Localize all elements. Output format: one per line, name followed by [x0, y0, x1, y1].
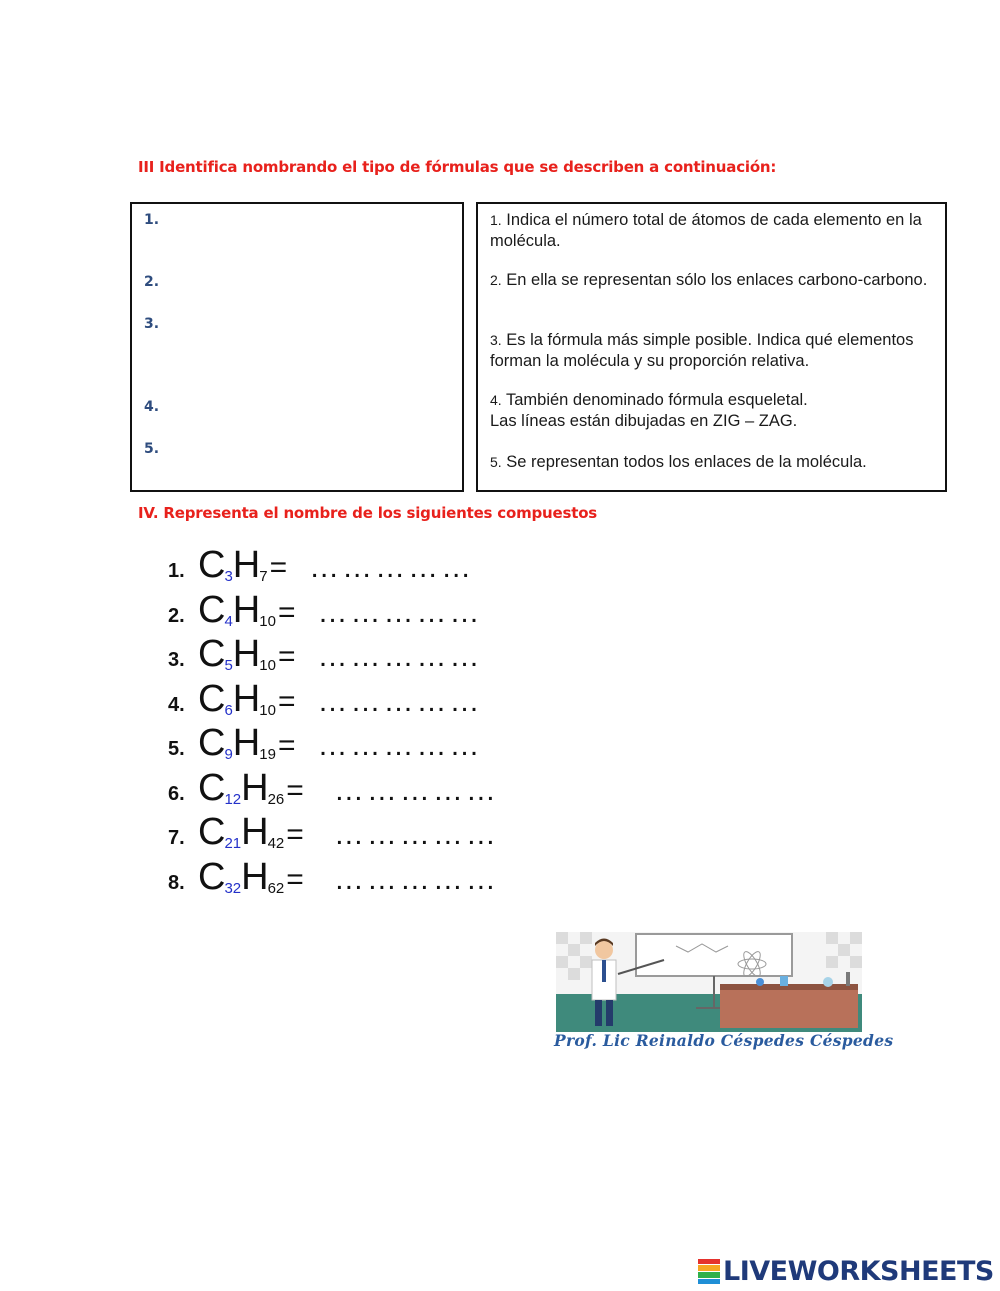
- description-3-text: Es la fórmula más simple posible. Indica qué elementos forman la molécula y su proporción relativa.: [490, 331, 914, 370]
- description-3-number: 3.: [490, 332, 502, 348]
- brand-text: LIVEWORKSHEETS: [723, 1256, 994, 1287]
- carbon-subscript: 5: [224, 657, 233, 674]
- formula-number: 8.: [168, 872, 185, 894]
- answer-label-2: 2.: [144, 274, 160, 290]
- answer-blank[interactable]: ……………: [333, 818, 499, 851]
- carbon-symbol: C: [198, 767, 225, 809]
- hydrogen-subscript: 10: [259, 613, 276, 630]
- formula-number: 7.: [168, 827, 185, 849]
- carbon-subscript: 32: [224, 880, 242, 897]
- formula-number: 6.: [168, 783, 185, 805]
- answer-box: [130, 202, 464, 492]
- description-4-text: También denominado fórmula esqueletal. Las líneas están dibujadas en ZIG – ZAG.: [490, 391, 808, 430]
- formula-number: 5.: [168, 738, 185, 760]
- hydrogen-subscript: 42: [267, 835, 285, 852]
- equals-sign: =: [277, 729, 296, 762]
- answer-blank[interactable]: ……………: [317, 729, 483, 762]
- answer-label-5: 5.: [144, 441, 160, 457]
- formula-row: [168, 589, 482, 633]
- section-4-title: IV. Representa el nombre de los siguientes compuestos: [138, 504, 598, 522]
- hydrogen-subscript: 26: [267, 791, 285, 808]
- formula-row: [168, 678, 482, 722]
- answer-label-4: 4.: [144, 399, 160, 415]
- formula-row: [168, 544, 474, 588]
- answer-blank[interactable]: ……………: [317, 596, 483, 629]
- section-3-title: III Identifica nombrando el tipo de fórmulas que se describen a continuación:: [138, 158, 777, 176]
- carbon-subscript: 4: [224, 613, 233, 630]
- carbon-symbol: C: [198, 678, 225, 720]
- formula-row: [168, 767, 499, 811]
- hydrogen-subscript: 19: [259, 746, 276, 763]
- hydrogen-subscript: 10: [259, 702, 276, 719]
- hydrogen-symbol: H: [241, 811, 268, 853]
- formula-number: 3.: [168, 649, 185, 671]
- equals-sign: =: [277, 640, 296, 673]
- hydrogen-symbol: H: [232, 544, 260, 586]
- answer-blank[interactable]: ……………: [317, 640, 483, 673]
- description-4-number: 4.: [490, 392, 502, 408]
- author-credit: Prof. Lic Reinaldo Céspedes Céspedes: [554, 1031, 894, 1050]
- formula-number: 1.: [168, 560, 185, 582]
- carbon-subscript: 21: [224, 835, 242, 852]
- description-box: [476, 202, 947, 492]
- hydrogen-subscript: 62: [267, 880, 285, 897]
- equals-sign: =: [286, 863, 304, 896]
- equals-sign: =: [277, 685, 296, 718]
- description-1-text: Indica el número total de átomos de cada elemento en la molécula.: [490, 211, 922, 250]
- equals-sign: =: [286, 818, 304, 851]
- answer-label-1: 1.: [144, 212, 160, 228]
- carbon-symbol: C: [198, 544, 225, 586]
- description-1-number: 1.: [490, 212, 502, 228]
- answer-blank[interactable]: ……………: [317, 685, 483, 718]
- equals-sign: =: [269, 551, 288, 584]
- formula-row: [168, 722, 482, 766]
- hydrogen-symbol: H: [241, 856, 268, 898]
- carbon-symbol: C: [198, 722, 225, 764]
- hydrogen-symbol: H: [232, 678, 260, 720]
- equals-sign: =: [286, 774, 304, 807]
- carbon-symbol: C: [198, 589, 225, 631]
- liveworksheets-logo-icon: [698, 1259, 720, 1285]
- description-2: [490, 270, 935, 291]
- description-5: [490, 452, 935, 473]
- liveworksheets-brand[interactable]: [698, 1256, 994, 1287]
- formula-number: 4.: [168, 694, 185, 716]
- hydrogen-subscript: 10: [259, 657, 276, 674]
- description-4: [490, 390, 935, 432]
- hydrogen-symbol: H: [232, 589, 260, 631]
- answer-label-3: 3.: [144, 316, 160, 332]
- carbon-symbol: C: [198, 633, 225, 675]
- formula-row: [168, 633, 482, 677]
- description-2-number: 2.: [490, 272, 502, 288]
- description-3: [490, 330, 935, 372]
- carbon-symbol: C: [198, 811, 225, 853]
- lab-desk: [720, 988, 858, 1028]
- hydrogen-symbol: H: [232, 722, 260, 764]
- formula-row: [168, 856, 499, 900]
- description-5-text: Se representan todos los enlaces de la molécula.: [501, 453, 867, 471]
- hydrogen-subscript: 7: [259, 568, 268, 585]
- carbon-symbol: C: [198, 856, 225, 898]
- answer-blank[interactable]: ……………: [309, 551, 475, 584]
- formula-row: [168, 811, 499, 855]
- hydrogen-symbol: H: [232, 633, 260, 675]
- answer-blank[interactable]: ……………: [333, 863, 499, 896]
- whiteboard: [636, 934, 792, 976]
- carbon-subscript: 3: [224, 568, 233, 585]
- carbon-subscript: 6: [224, 702, 233, 719]
- hydrogen-symbol: H: [241, 767, 268, 809]
- equals-sign: =: [277, 596, 296, 629]
- carbon-subscript: 12: [224, 791, 242, 808]
- description-5-number: 5.: [490, 454, 502, 470]
- carbon-subscript: 9: [224, 746, 233, 763]
- answer-blank[interactable]: ……………: [333, 774, 499, 807]
- description-2-text: En ella se representan sólo los enlaces carbono-carbono.: [501, 271, 928, 289]
- description-1: [490, 210, 935, 252]
- formula-number: 2.: [168, 605, 185, 627]
- chemistry-teacher-illustration: [556, 932, 862, 1032]
